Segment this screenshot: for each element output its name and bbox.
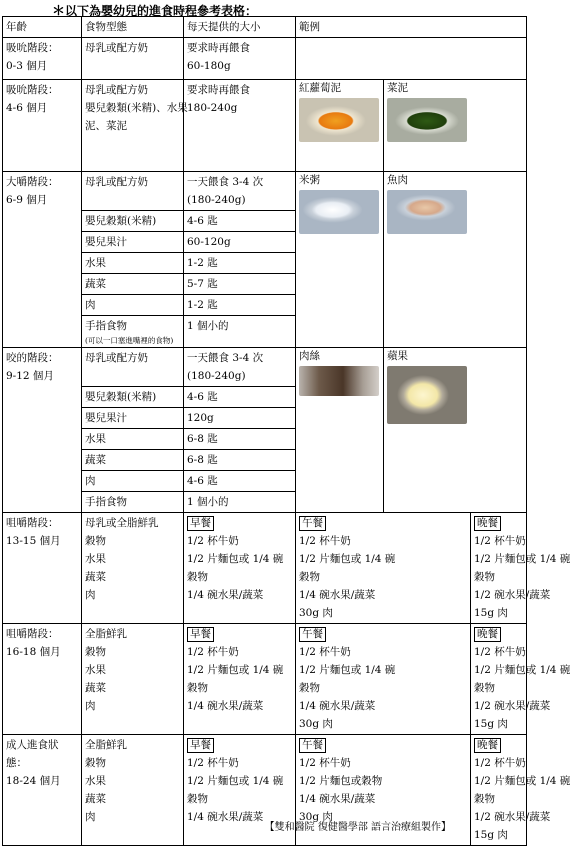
amount-cell: 120g <box>184 408 296 429</box>
amount-cell: 一天餵食 3-4 次 (180-240g) <box>184 348 296 387</box>
food-type-cell: 肉 <box>82 295 184 316</box>
meal-label-dinner: 晚餐 <box>474 516 501 531</box>
feeding-schedule-table <box>2 16 570 846</box>
amount-cell: 要求時再餵食 180-240g <box>184 80 296 172</box>
table-row <box>3 513 527 624</box>
meal-dinner-cell: 晚餐 1/2 杯牛奶 1/2 片麵包或 1/4 碗 穀物 1/2 碗水果/蔬菜 15g 肉 <box>471 624 527 735</box>
amount-cell: 4-6 匙 <box>184 211 296 232</box>
food-type-cell: 母乳或全脂鮮乳 穀物 水果 蔬菜 肉 <box>82 513 184 624</box>
header-example: 範例 <box>296 17 527 38</box>
example-label: 菜泥 <box>387 82 408 94</box>
amount-cell: 要求時再餵食 60-180g <box>184 38 296 80</box>
food-type-cell: 水果 <box>82 429 184 450</box>
meal-dinner-cell: 晚餐 1/2 杯牛奶 1/2 片麵包或 1/4 碗 穀物 1/2 碗水果/蔬菜 15g 肉 <box>471 735 527 846</box>
food-type-cell: 蔬菜 <box>82 450 184 471</box>
meal-breakfast-cell: 早餐 1/2 杯牛奶 1/2 片麵包或 1/4 碗 穀物 1/4 碗水果/蔬菜 <box>184 735 296 846</box>
table-row <box>3 624 527 735</box>
fish-meat-photo <box>387 190 467 234</box>
food-type-cell: 嬰兒果汁 <box>82 408 184 429</box>
table-row <box>3 80 527 172</box>
meal-lunch-cell: 午餐 1/2 杯牛奶 1/2 片麵包或 1/4 碗 穀物 1/4 碗水果/蔬菜 30g 肉 <box>296 624 471 735</box>
food-type-cell: 嬰兒穀類(米精) <box>82 387 184 408</box>
meal-label-lunch: 午餐 <box>299 738 326 753</box>
food-type-cell: 水果 <box>82 253 184 274</box>
example-cell <box>384 80 527 172</box>
age-cell: 成人進食狀 態： 18-24 個月 <box>3 735 82 846</box>
age-cell: 吸吮階段： 4-6 個月 <box>3 80 82 172</box>
food-type-cell: 嬰兒果汁 <box>82 232 184 253</box>
food-type-cell: 嬰兒穀類(米精) <box>82 211 184 232</box>
carrot-puree-photo <box>299 98 379 142</box>
example-label: 米粥 <box>299 174 320 186</box>
finger-food-note: (可以一口塞進嘴裡的食物) <box>85 336 174 345</box>
example-label: 魚肉 <box>387 174 408 186</box>
meal-label-dinner: 晚餐 <box>474 627 501 642</box>
amount-cell: 4-6 匙 <box>184 387 296 408</box>
food-type-cell: 母乳或配方奶 <box>82 38 184 80</box>
age-cell: 咬的階段： 9-12 個月 <box>3 348 82 513</box>
food-type-cell: 手指食物 <box>82 492 184 513</box>
meal-breakfast-cell: 早餐 1/2 杯牛奶 1/2 片麵包或 1/4 碗 穀物 1/4 碗水果/蔬菜 <box>184 513 296 624</box>
example-cell <box>296 172 384 348</box>
meal-dinner-cell: 晚餐 1/2 杯牛奶 1/2 片麵包或 1/4 碗 穀物 1/2 碗水果/蔬菜 15g 肉 <box>471 513 527 624</box>
page-title: ＊以下為嬰幼兒的進食時程參考表格： <box>52 4 258 19</box>
vegetable-puree-photo <box>387 98 467 142</box>
meal-label-lunch: 午餐 <box>299 516 326 531</box>
age-cell: 咀嚼階段： 13-15 個月 <box>3 513 82 624</box>
amount-cell: 6-8 匙 <box>184 450 296 471</box>
shredded-meat-photo <box>299 366 379 396</box>
table-row <box>3 38 527 80</box>
header-age: 年齡 <box>3 17 82 38</box>
food-type-cell: 母乳或配方奶 <box>82 172 184 211</box>
amount-cell: 1 個小的 <box>184 316 296 348</box>
apple-photo <box>387 366 467 424</box>
amount-cell: 1-2 匙 <box>184 253 296 274</box>
meal-label-breakfast: 早餐 <box>187 738 214 753</box>
food-type-cell: 母乳或配方奶 <box>82 348 184 387</box>
amount-cell: 4-6 匙 <box>184 471 296 492</box>
table-row <box>3 348 527 387</box>
age-cell: 吸吮階段： 0-3 個月 <box>3 38 82 80</box>
amount-cell: 5-7 匙 <box>184 274 296 295</box>
age-cell: 大嚼階段： 6-9 個月 <box>3 172 82 348</box>
rice-porridge-photo <box>299 190 379 234</box>
example-label: 蘋果 <box>387 350 408 362</box>
amount-cell: 1 個小的 <box>184 492 296 513</box>
table-row <box>3 172 527 211</box>
amount-cell: 1-2 匙 <box>184 295 296 316</box>
amount-cell: 一天餵食 3-4 次 (180-240g) <box>184 172 296 211</box>
amount-cell: 6-8 匙 <box>184 429 296 450</box>
meal-label-breakfast: 早餐 <box>187 516 214 531</box>
amount-cell: 60-120g <box>184 232 296 253</box>
food-type-cell: 蔬菜 <box>82 274 184 295</box>
meal-lunch-cell: 午餐 1/2 杯牛奶 1/2 片麵包或 1/4 碗 穀物 1/4 碗水果/蔬菜 30g 肉 <box>296 513 471 624</box>
meal-label-breakfast: 早餐 <box>187 627 214 642</box>
food-type-cell: 手指食物 (可以一口塞進嘴裡的食物) <box>82 316 184 348</box>
footer-credit: 【雙和醫院 復健醫學部 語言治療組製作】 <box>264 822 451 833</box>
meal-label-lunch: 午餐 <box>299 627 326 642</box>
meal-lunch-cell: 午餐 1/2 杯牛奶 1/2 片麵包或穀物 1/4 碗水果/蔬菜 30g 肉 <box>296 735 471 846</box>
food-type-cell: 全脂鮮乳 穀物 水果 蔬菜 肉 <box>82 735 184 846</box>
header-food-type: 食物型態 <box>82 17 184 38</box>
food-type-cell: 肉 <box>82 471 184 492</box>
example-cell <box>296 38 527 80</box>
table-header-row <box>3 17 527 38</box>
example-cell <box>384 348 527 513</box>
age-cell: 咀嚼階段： 16-18 個月 <box>3 624 82 735</box>
example-cell <box>296 348 384 513</box>
meal-breakfast-cell: 早餐 1/2 杯牛奶 1/2 片麵包或 1/4 碗 穀物 1/4 碗水果/蔬菜 <box>184 624 296 735</box>
food-type-cell: 母乳或配方奶 嬰兒穀類(米精)、水果 泥、菜泥 <box>82 80 184 172</box>
example-cell <box>296 80 384 172</box>
example-label: 紅蘿蔔泥 <box>299 82 341 94</box>
example-label: 肉絲 <box>299 350 320 362</box>
meal-label-dinner: 晚餐 <box>474 738 501 753</box>
food-type-cell: 全脂鮮乳 穀物 水果 蔬菜 肉 <box>82 624 184 735</box>
example-cell <box>384 172 527 348</box>
header-amount: 每天提供的大小 <box>184 17 296 38</box>
